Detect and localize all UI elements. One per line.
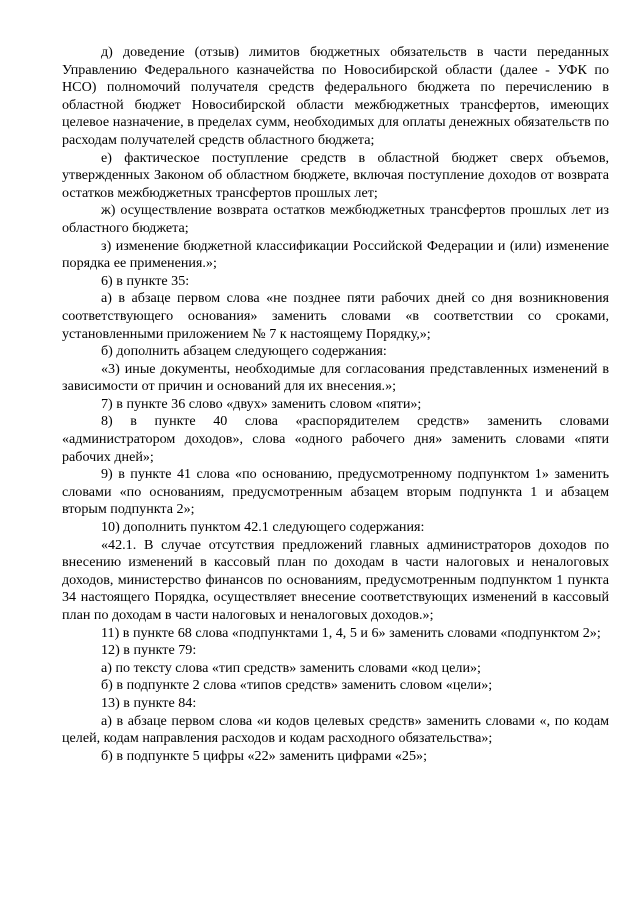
item-13-heading: 13) в пункте 84: [101, 694, 197, 711]
item-7: 7) в пункте 36 слово «двух» заменить словом «пяти»; [101, 395, 422, 412]
item-12-heading: 12) в пункте 79: [101, 642, 197, 659]
paragraph-zh: ж) осуществление возврата остатков межбюджетных трансфертов прошлых лет из областного бюджета; [62, 202, 609, 236]
paragraph-e: е) фактическое поступление средств в областной бюджет сверх объемов, утвержденных Законом об областном бюджете, включая поступление доходов от возврата остатков межбюджетных трансфертов прошлых лет; [62, 149, 609, 201]
item-6-a: а) в абзаце первом слова «не позднее пяти рабочих дней со дня возникновения соответствующего основания» заменить словами «в соответствии со сроками, установленными приложением № 7 к настоящему Порядку,»; [62, 290, 609, 342]
item-13-a: а) в абзаце первом слова «и кодов целевых средств» заменить словами «, по кодам целей, кодам направления расходов и кодам расходного обязательства»; [62, 712, 609, 747]
item-9: 9) в пункте 41 слова «по основанию, предусмотренному подпунктом 1» заменить словами «по основаниям, предусмотренным абзацем вторым подпункта 1 и абзацем вторым подпункта 2»; [62, 466, 609, 518]
item-10-heading: 10) дополнить пунктом 42.1 следующего содержания: [101, 519, 425, 536]
paragraph-d: д) доведение (отзыв) лимитов бюджетных обязательств в части переданных Управлению Федерального казначейства по Новосибирской области (далее - УФК по НСО) полномочий получателя средств федерального бюджета по перечислению в областной бюджет Новосибирской области межбюджетных трансфертов, имеющих целевое назначение, в пределах сумм, необходимых для оплаты денежных обязательств по расходам получателей средств областного бюджета; [62, 44, 609, 148]
item-6-heading: 6) в пункте 35: [101, 272, 190, 289]
item-6-b-quote: «3) иные документы, необходимые для согласования представленных изменений в зависимости от причин и оснований для их внесения.»; [62, 360, 609, 395]
item-13-b: б) в подпункте 5 цифры «22» заменить цифрами «25»; [101, 747, 427, 764]
item-12-a: а) по тексту слова «тип средств» заменить словами «код цели»; [101, 659, 481, 676]
item-11: 11) в пункте 68 слова «подпунктами 1, 4, 5 и 6» заменить словами «подпунктом 2»; [101, 624, 601, 641]
paragraph-z: з) изменение бюджетной классификации Российской Федерации и (или) изменение порядка ее применения.»; [62, 237, 609, 272]
item-12-b: б) в подпункте 2 слова «типов средств» заменить словом «цели»; [101, 677, 493, 694]
document-page [62, 44, 609, 765]
item-10-quote: «42.1. В случае отсутствия предложений главных администраторов доходов по внесению изменений в кассовый план по доходам в части налоговых и неналоговых доходов, министерство финансов по основаниям, предусмотренным подпунктом 1 пункта 34 настоящего Порядка, осуществляет внесение соответствующих изменений в кассовый план по доходам в части налоговых и неналоговых доходов.»; [62, 536, 609, 623]
item-6-b: б) дополнить абзацем следующего содержания: [101, 343, 387, 360]
item-8: 8) в пункте 40 слова «распорядителем средств» заменить словами «администратором доходов», слова «одного рабочего дня» заменить словами «пяти рабочих дней»; [62, 413, 609, 465]
